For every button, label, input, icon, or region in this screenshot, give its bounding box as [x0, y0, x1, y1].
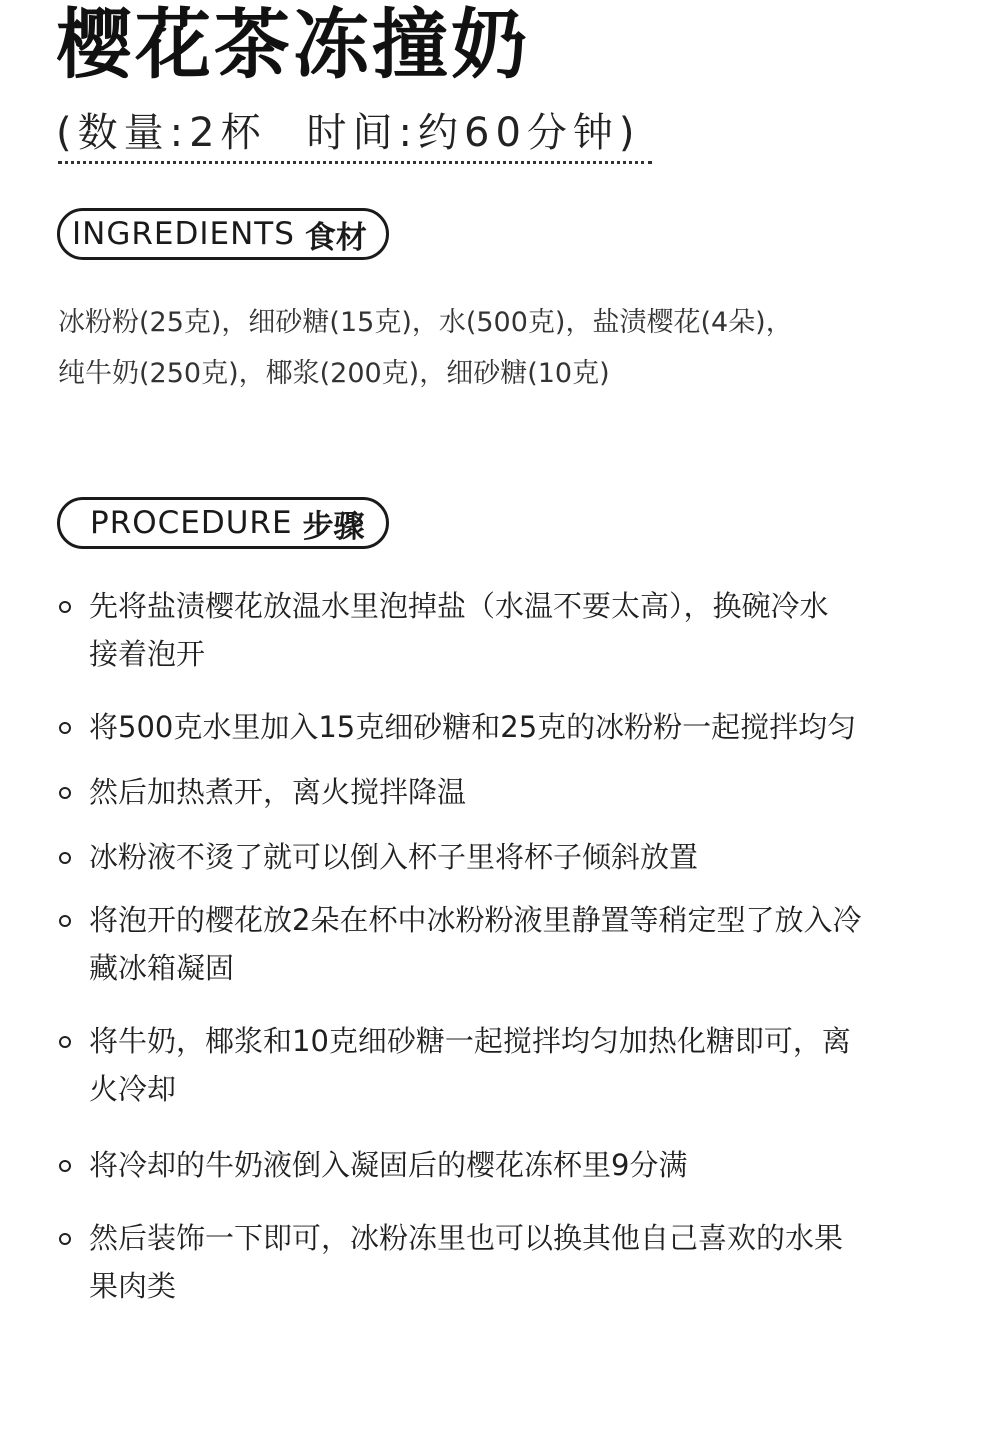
step-bullet-icon: [59, 915, 71, 927]
step-bullet-icon: [59, 1233, 71, 1245]
step-text: 藏冰箱凝固: [89, 951, 235, 985]
step-text: 将牛奶，椰浆和10克细砂糖一起搅拌均匀加热化糖即可，离: [89, 1024, 851, 1058]
recipe-meta: [56, 108, 641, 158]
meta-quantity: 数量:2杯: [77, 110, 267, 156]
meta-dotted-underline: [58, 161, 652, 164]
step-text: 接着泡开: [89, 637, 206, 671]
ingredients-list: [58, 297, 938, 399]
ingredients-badge: [57, 208, 389, 260]
step-bullet-icon: [59, 852, 71, 864]
step-text: 将泡开的樱花放2朵在杯中冰粉粉液里静置等稍定型了放入冷: [89, 903, 862, 937]
step-bullet-icon: [59, 1036, 71, 1048]
meta-open-paren: (: [56, 110, 78, 156]
ingredients-label-en: INGREDIENTS: [72, 216, 295, 252]
step-text: 冰粉液不烫了就可以倒入杯子里将杯子倾斜放置: [89, 840, 699, 874]
page-title: 樱花茶冻撞奶: [56, 0, 530, 89]
procedure-badge: [57, 497, 389, 549]
meta-time: 时间:约60分钟: [306, 110, 619, 156]
step-bullet-icon: [59, 722, 71, 734]
procedure-label-en: PROCEDURE: [90, 505, 293, 541]
ingredients-label-zh: 食材: [304, 219, 367, 256]
procedure-label-zh: 步骤: [302, 508, 365, 545]
step-text: 果肉类: [89, 1269, 177, 1303]
step-text: 火冷却: [89, 1072, 177, 1106]
meta-close-paren: ): [618, 110, 641, 156]
step-text: 将500克水里加入15克细砂糖和25克的冰粉粉一起搅拌均匀: [89, 710, 857, 744]
ingredients-line: 纯牛奶(250克)，椰浆(200克)，细砂糖(10克): [58, 358, 610, 389]
step-bullet-icon: [59, 601, 71, 613]
step-text: 然后加热煮开，离火搅拌降温: [89, 775, 467, 809]
step-text: 先将盐渍樱花放温水里泡掉盐（水温不要太高），换碗冷水: [89, 589, 829, 623]
step-bullet-icon: [59, 787, 71, 799]
ingredients-line: 冰粉粉(25克)，细砂糖(15克)，水(500克)，盐渍樱花(4朵)，: [58, 307, 793, 338]
step-bullet-icon: [59, 1160, 71, 1172]
step-text: 然后装饰一下即可，冰粉冻里也可以换其他自己喜欢的水果: [89, 1221, 844, 1255]
step-text: 将冷却的牛奶液倒入凝固后的樱花冻杯里9分满: [89, 1148, 688, 1182]
